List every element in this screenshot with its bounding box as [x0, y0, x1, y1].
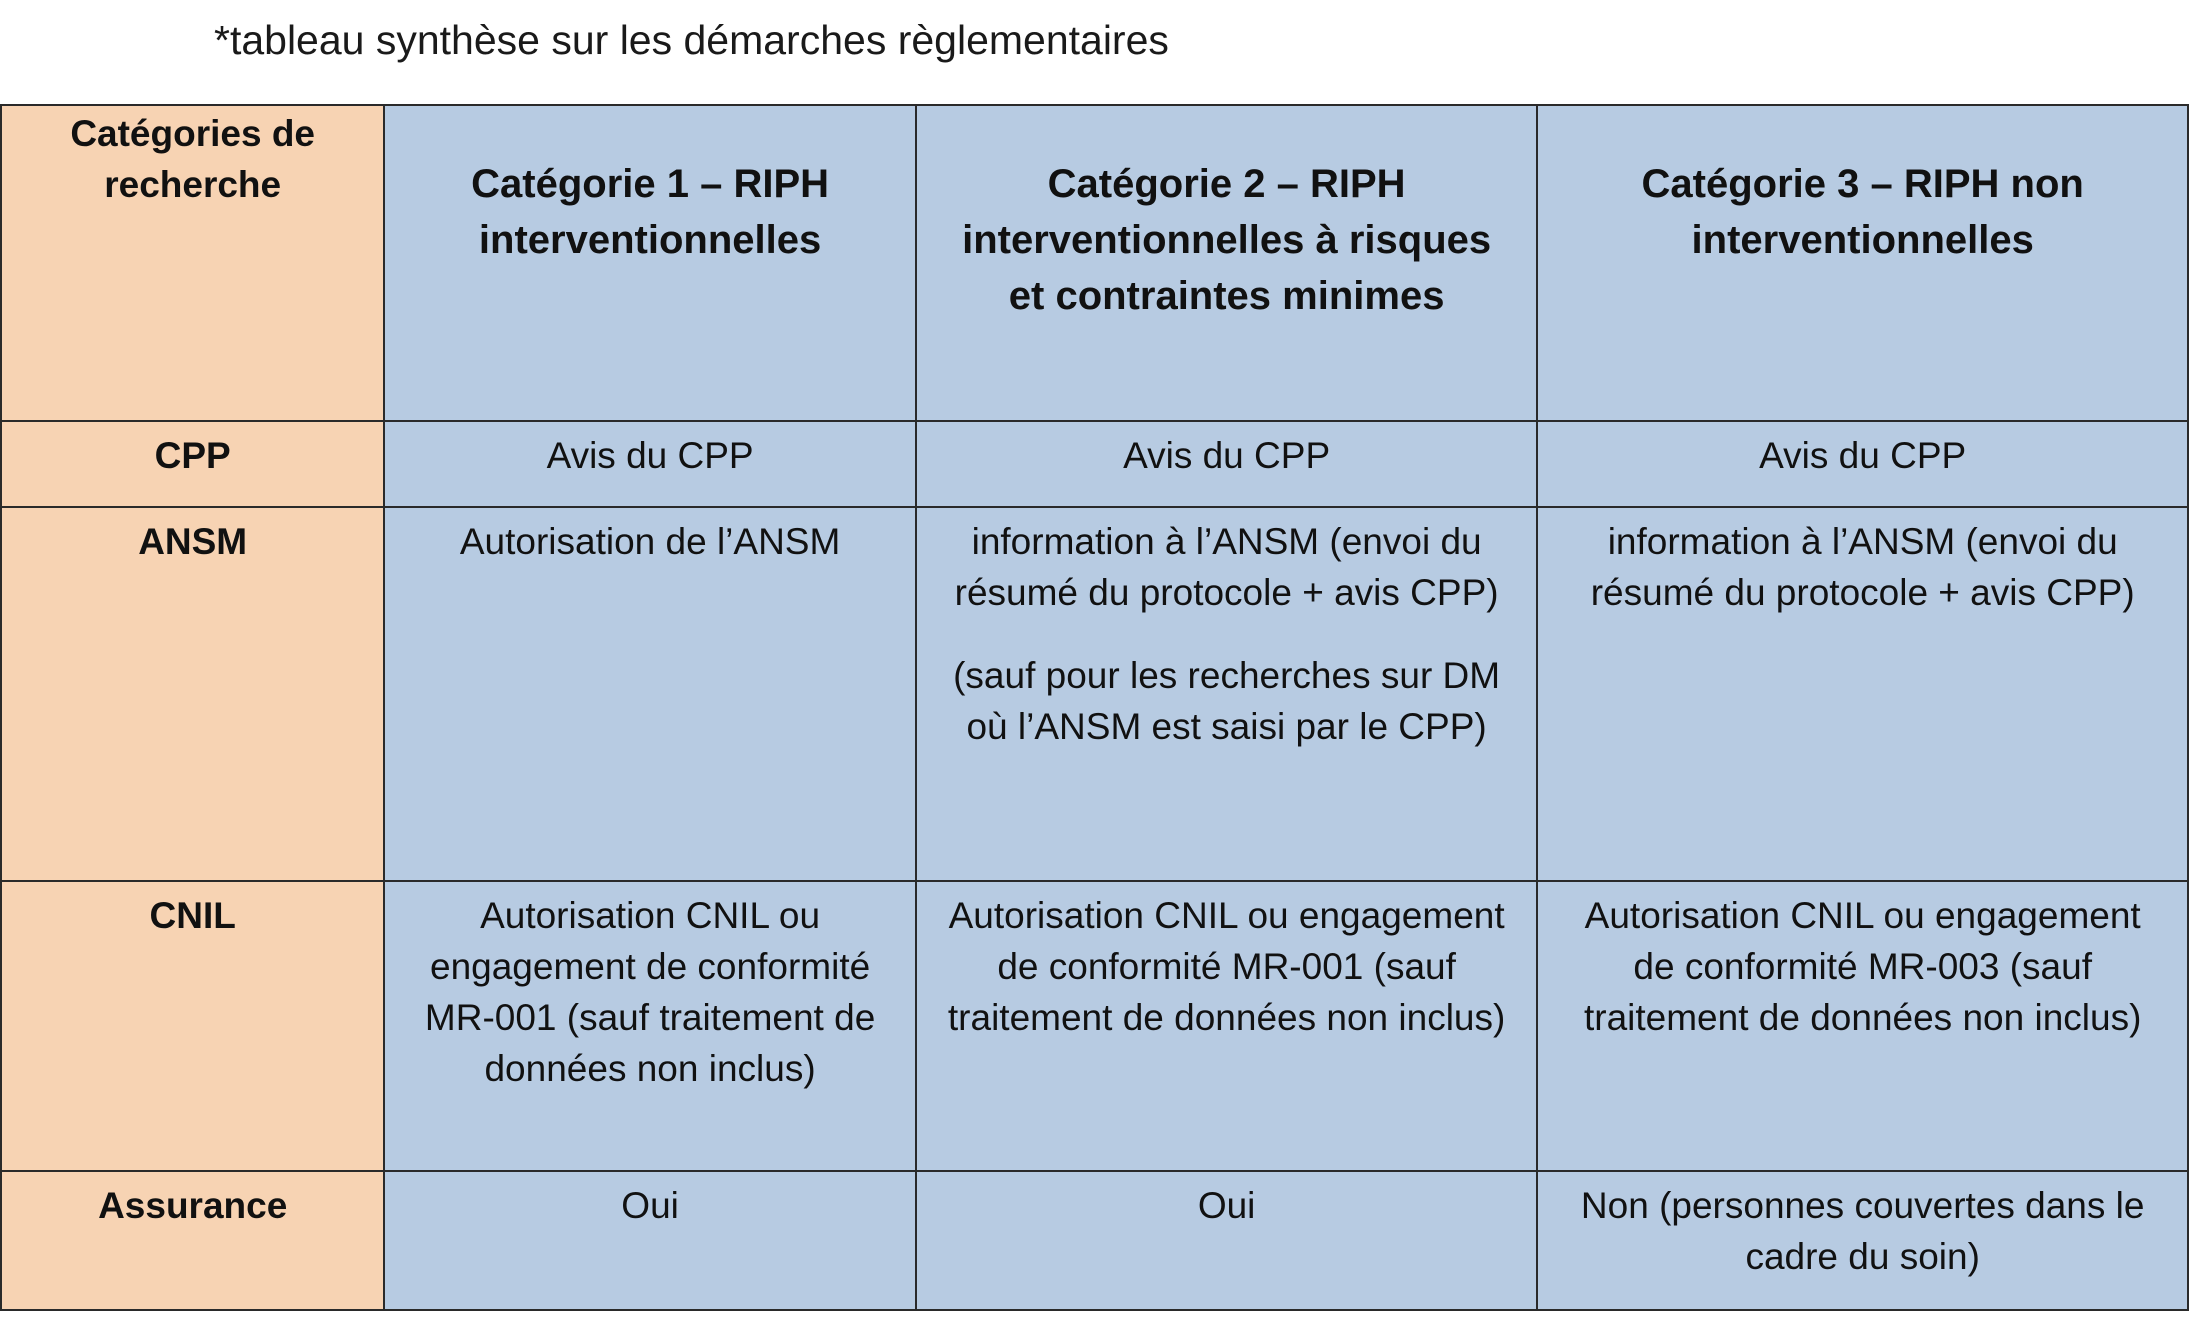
row-header-cnil: CNIL — [1, 881, 384, 1171]
ansm-cat2-exception-note: (sauf pour les recherches sur DM où l’ANSM est saisi par le CPP) — [953, 655, 1501, 747]
cell-cnil-cat2: Autorisation CNIL ou engagement de conformité MR-001 (sauf traitement de données non inclus) — [916, 881, 1538, 1171]
column-header-cat2: Catégorie 2 – RIPH interventionnelles à risques et contraintes minimes — [916, 105, 1538, 421]
cell-ansm-cat3: information à l’ANSM (envoi du résumé du protocole + avis CPP) — [1537, 507, 2188, 881]
regulatory-summary-table — [0, 104, 2189, 1311]
cell-assurance-cat1: Oui — [384, 1171, 915, 1310]
header-row — [1, 105, 2188, 421]
table-row — [1, 507, 2188, 881]
column-header-cat1: Catégorie 1 – RIPH interventionnelles — [384, 105, 915, 421]
table-row — [1, 1171, 2188, 1310]
corner-header: Catégories de recherche — [1, 105, 384, 421]
cell-cpp-cat2: Avis du CPP — [916, 421, 1538, 507]
row-header-assurance: Assurance — [1, 1171, 384, 1310]
table-row — [1, 881, 2188, 1171]
column-header-cat3: Catégorie 3 – RIPH non interventionnelles — [1537, 105, 2188, 421]
cell-cpp-cat3: Avis du CPP — [1537, 421, 2188, 507]
ansm-cat2-information: information à l’ANSM (envoi du résumé du protocole + avis CPP) — [954, 521, 1499, 613]
table-row — [1, 421, 2188, 507]
cell-cnil-cat3: Autorisation CNIL ou engagement de conformité MR-003 (sauf traitement de données non inclus) — [1537, 881, 2188, 1171]
cell-assurance-cat2: Oui — [916, 1171, 1538, 1310]
table-caption: *tableau synthèse sur les démarches règlementaires — [214, 17, 1169, 63]
cell-cpp-cat1: Avis du CPP — [384, 421, 915, 507]
cell-ansm-cat1: Autorisation de l’ANSM — [384, 507, 915, 881]
cell-assurance-cat3: Non (personnes couvertes dans le cadre du soin) — [1537, 1171, 2188, 1310]
cell-ansm-cat2 — [916, 507, 1538, 881]
row-header-cpp: CPP — [1, 421, 384, 507]
row-header-ansm: ANSM — [1, 507, 384, 881]
cell-cnil-cat1: Autorisation CNIL ou engagement de conformité MR-001 (sauf traitement de données non inclus) — [384, 881, 915, 1171]
